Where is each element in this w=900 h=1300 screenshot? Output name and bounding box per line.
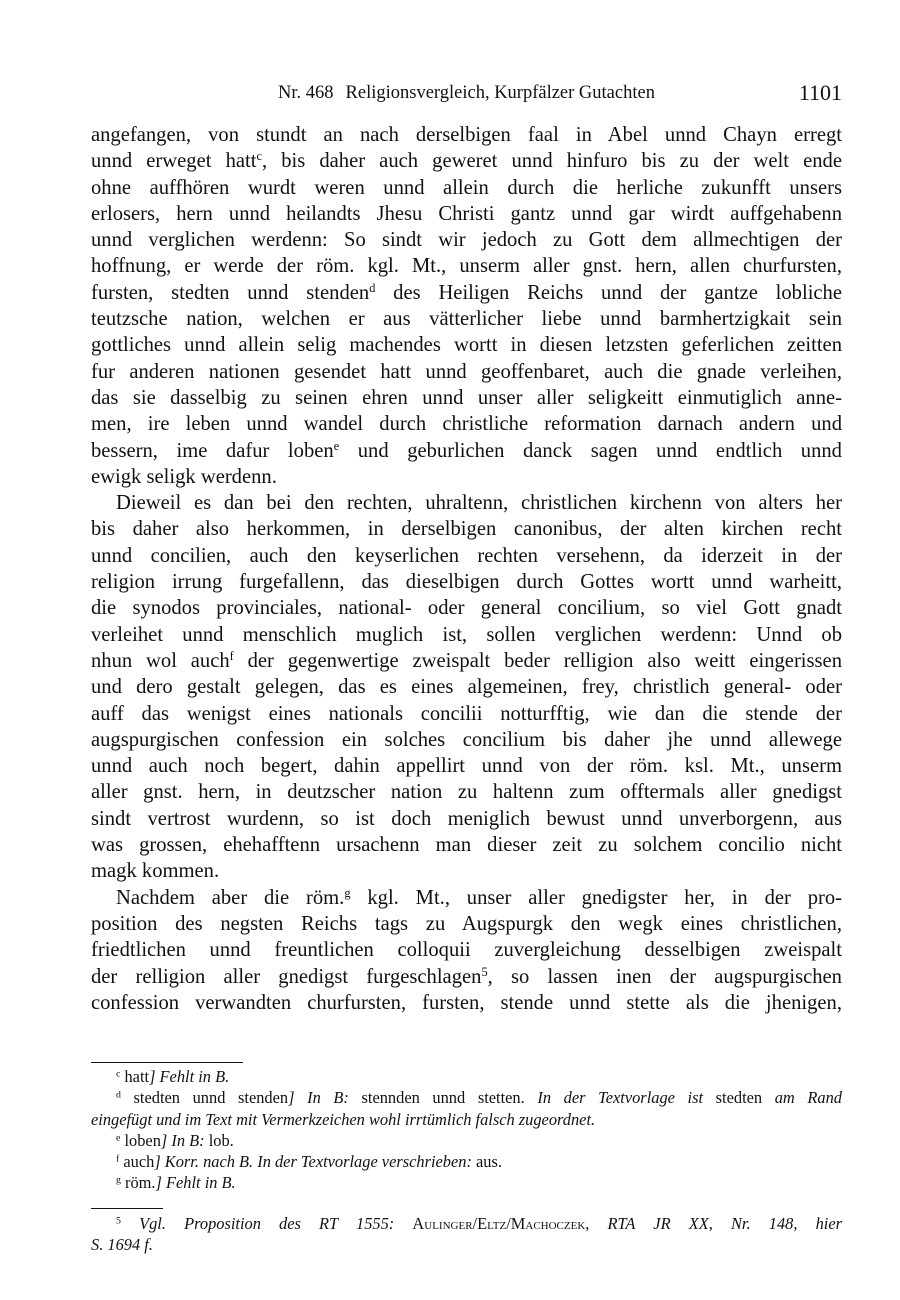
note-marker: e	[333, 438, 340, 453]
apparatus-separator	[91, 1062, 243, 1063]
text-run: röm.	[120, 1173, 156, 1193]
italic-run: Vgl. Proposition des RT 1555:	[139, 1214, 395, 1233]
text-line	[91, 516, 842, 542]
italic-run: am Rand	[774, 1088, 842, 1108]
text-line	[91, 779, 842, 805]
text-line	[91, 280, 842, 306]
text-line	[91, 832, 842, 858]
text-line	[91, 622, 842, 648]
text-line	[91, 306, 842, 332]
text-line	[91, 359, 842, 385]
text-run: aller gnst. hern, in deutzscher nation zu haltenn zum offtermals aller gnedigst	[91, 781, 842, 804]
text-run: unnd verglichen werdenn: So sindt wir jedoch zu Gott dem allmechtigen der	[91, 229, 842, 252]
text-line	[91, 227, 842, 253]
text-run: ewigk seligk werdenn.	[91, 465, 277, 488]
text-line	[91, 385, 842, 411]
apparatus-line	[91, 1066, 842, 1087]
text-run	[121, 1214, 139, 1233]
text-line	[91, 201, 842, 227]
text-line	[91, 885, 842, 911]
text-run: hoffnung, er werde der röm. kgl. Mt., unserm aller gnst. hern, allen churfursten,	[91, 255, 842, 278]
italic-run: ] In B:	[160, 1130, 205, 1150]
text-line	[91, 701, 842, 727]
text-line	[91, 490, 842, 516]
text-run: auch	[119, 1152, 155, 1172]
text-line	[91, 569, 842, 595]
text-run: stennden unnd stetten.	[348, 1088, 538, 1108]
text-line	[91, 753, 842, 779]
text-line	[91, 964, 842, 990]
text-run: lob.	[204, 1130, 234, 1150]
text-run: magk kommen.	[91, 860, 220, 883]
text-run: bis daher also herkommen, in derselbigen canonibus, der alten kirchen recht	[91, 518, 842, 541]
text-run: unnd concilien, auch den keyserlichen rechten versehenn, da iderzeit in der	[91, 544, 842, 567]
note-marker: 5	[116, 1215, 121, 1227]
text-line	[91, 990, 842, 1016]
text-run: position des negsten Reichs tags zu Augspurgk den wegk eines christlichen,	[91, 912, 842, 935]
text-run: sindt vertrost wurdenn, so ist doch meniglich bewust unnd unverborgenn, aus	[91, 807, 842, 830]
text-run: Dieweil es dan bei den rechten, uhraltenn, christlichen kirchenn von alters her	[116, 492, 842, 515]
text-line	[91, 148, 842, 174]
text-run: fur anderen nationen gesendet hatt unnd geoffenbaret, auch die gnade verleihen,	[91, 360, 842, 383]
italic-run: S. 1694 f.	[91, 1235, 153, 1255]
text-run: friedtlichen unnd freuntlichen colloquii zuvergleichung desselbigen zweispalt	[91, 939, 842, 962]
text-line	[91, 674, 842, 700]
italic-run: In der Textvorlage ist	[537, 1088, 704, 1108]
note-marker: f	[229, 649, 234, 664]
text-run: der gegenwertige zweispalt beder relligion also weitt eingerissen	[233, 649, 842, 672]
text-run: augspurgischen confession ein solches concilium bis daher jhe unnd allewege	[91, 728, 842, 751]
note-marker: d	[116, 1089, 121, 1101]
text-run: loben	[120, 1130, 161, 1150]
document-title: Religionsvergleich, Kurpfälzer Gutachten	[345, 83, 655, 103]
running-title	[91, 83, 842, 104]
text-line	[91, 806, 842, 832]
text-run: und dero gestalt gelegen, das es eines algemeinen, frey, christlich general- oder	[91, 676, 842, 699]
text-line	[91, 727, 842, 753]
apparatus-line	[91, 1172, 842, 1193]
text-run: unnd erweget hatt	[91, 150, 257, 173]
text-run: das sie dasselbig zu seinen ehren unnd unser aller seligkeitt einmutiglich anne-	[91, 386, 842, 409]
text-run: fursten, stedten unnd stenden	[91, 281, 370, 304]
text-run: religion irrung furgefallenn, das dieselbigen durch Gottes wortt unnd warheitt,	[91, 571, 842, 594]
text-run	[394, 1214, 412, 1233]
running-header	[91, 80, 842, 108]
text-run: auff das wenigst eines nationals concilii notturfftig, wie dan die stende der	[91, 702, 842, 725]
text-run: unnd auch noch begert, dahin appellirt unnd von der röm. ksl. Mt., unserm	[91, 755, 842, 778]
apparatus-line	[91, 1087, 842, 1108]
note-marker: d	[369, 280, 376, 295]
page-number: 1101	[798, 80, 842, 105]
note-marker: e	[116, 1132, 121, 1144]
footnote-separator	[91, 1208, 163, 1209]
text-run: nhun wol auch	[91, 649, 230, 672]
note-marker: c	[116, 1068, 121, 1080]
main-text	[91, 122, 842, 1016]
text-run: ohne auffhören wurdt weren unnd allein durch die herliche zukunfft unsers	[91, 176, 842, 199]
text-run: verleihet unnd menschlich muglich ist, sollen verglichen werdenn: Unnd ob	[91, 623, 842, 646]
text-line	[91, 595, 842, 621]
text-line	[91, 175, 842, 201]
text-run: confession verwandten churfursten, fursten, stende unnd stette als die jhenigen,	[91, 991, 842, 1014]
apparatus-line	[91, 1109, 842, 1130]
text-run: des Heiligen Reichs unnd der gantze lobliche	[375, 281, 842, 304]
footnote-line	[91, 1213, 842, 1234]
note-marker: g	[116, 1175, 121, 1187]
italic-run: ] Fehlt in B.	[149, 1067, 230, 1086]
text-run: ,	[585, 1214, 608, 1233]
text-line	[91, 543, 842, 569]
text-line	[91, 332, 842, 358]
document-number: Nr. 468	[278, 83, 334, 103]
text-run: kgl. Mt., unser aller gnedigster her, in der pro-	[350, 886, 842, 909]
note-marker: f	[116, 1153, 120, 1165]
text-run: stedten	[703, 1088, 775, 1108]
text-run: und geburlichen danck sagen unnd endtlich unnd	[339, 439, 842, 462]
text-run: der relligion aller gnedigst furgeschlagen	[91, 965, 482, 988]
text-run: Nachdem aber die röm.	[116, 886, 345, 909]
text-run: , so lassen inen der augspurgischen	[487, 965, 842, 988]
apparatus-line	[91, 1151, 842, 1172]
critical-apparatus	[91, 1066, 842, 1194]
text-run: angefangen, von stundt an nach derselbigen faal in Abel unnd Chayn erregt	[91, 124, 842, 146]
apparatus-line	[91, 1130, 842, 1151]
italic-run: ] Fehlt in B.	[155, 1173, 236, 1193]
small-caps-run: Aulinger/Eltz/Machoczek	[412, 1214, 586, 1233]
text-line	[91, 858, 842, 884]
text-line	[91, 411, 842, 437]
text-run: was grossen, ehehafftenn ursachenn man dieser zeit zu solchem concilio nicht	[91, 834, 842, 857]
footnotes	[91, 1213, 842, 1256]
text-line	[91, 464, 842, 490]
text-run: , bis daher auch geweret unnd hinfuro bis zu der welt ende	[261, 150, 842, 173]
text-run: aus.	[471, 1152, 502, 1172]
text-run: gottliches unnd allein selig machendes wortt in diesen letzsten geferlichen zeitten	[91, 334, 842, 357]
note-marker: c	[256, 149, 262, 164]
text-run: stedten unnd stenden	[120, 1088, 289, 1108]
text-line	[91, 122, 842, 148]
text-run: erlosers, hern unnd heilandts Jhesu Christi gantz unnd gar wirdt auffgehabenn	[91, 202, 842, 225]
text-line	[91, 911, 842, 937]
footnote-line	[91, 1234, 842, 1255]
text-line	[91, 648, 842, 674]
note-marker: 5	[481, 964, 488, 979]
italic-run: RTA JR XX, Nr. 148, hier	[607, 1214, 842, 1233]
italic-run: ] Korr. nach B. In der Textvorlage verschrieben:	[154, 1152, 472, 1172]
text-run: hatt	[120, 1067, 150, 1086]
italic-run: eingefügt und im Text mit Vermerkzeichen wohl irrtümlich falsch zugeordnet.	[91, 1109, 596, 1129]
text-run: teutzsche nation, welchen er aus vätterlicher liebe unnd barmhertzigkait sein	[91, 308, 842, 331]
italic-run: ] In B:	[288, 1088, 349, 1108]
text-run: men, ire leben unnd wandel durch christliche reformation darnach andern und	[91, 413, 842, 436]
note-marker: g	[344, 885, 351, 900]
text-run: bessern, ime dafur loben	[91, 439, 334, 462]
text-line	[91, 937, 842, 963]
text-line	[91, 253, 842, 279]
text-run: die synodos provinciales, national- oder general concilium, so viel Gott gnadt	[91, 597, 842, 620]
text-line	[91, 438, 842, 464]
